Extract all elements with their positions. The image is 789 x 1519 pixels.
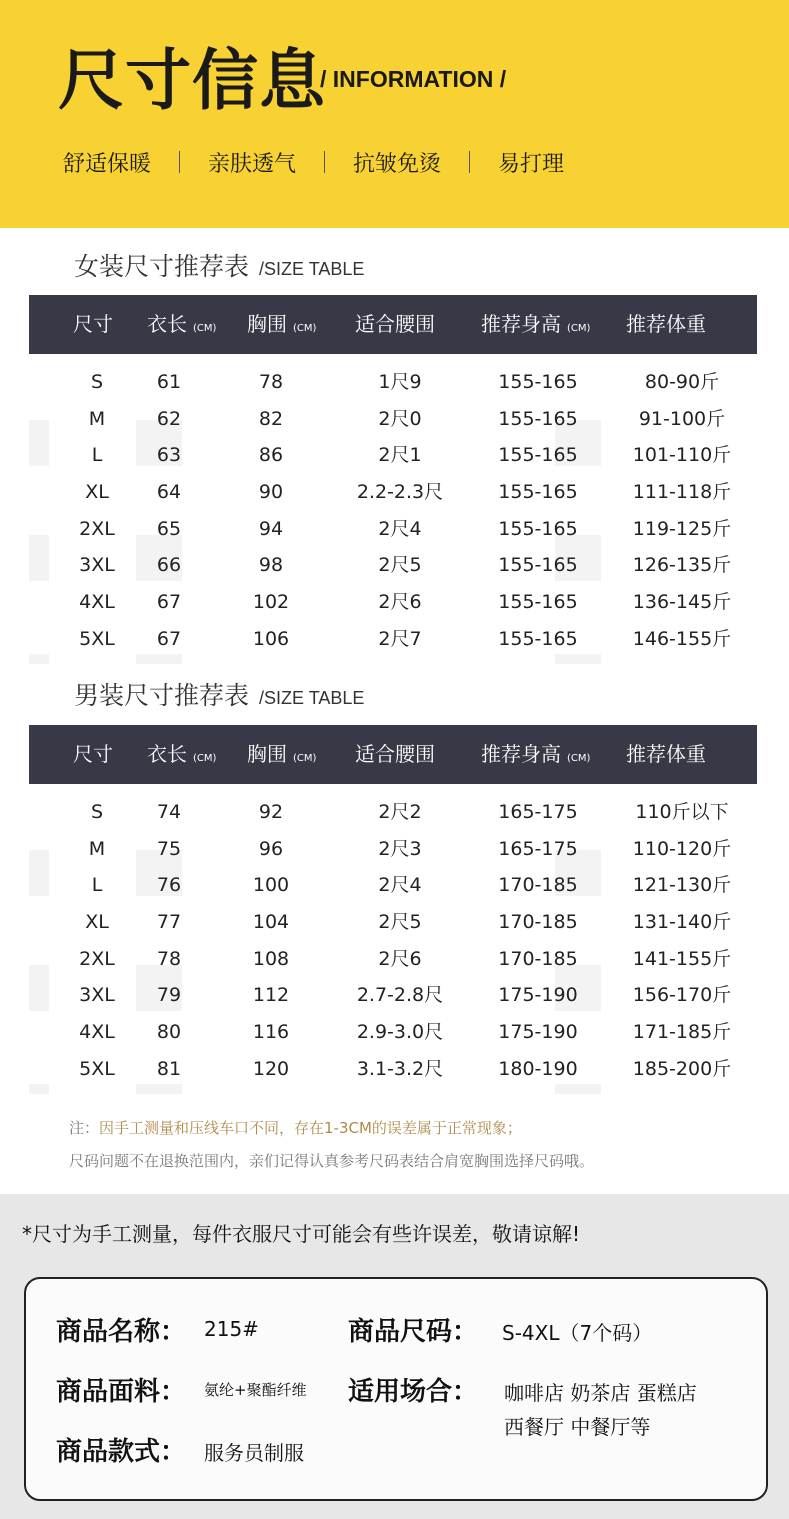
feature-item: 抗皱免烫: [353, 151, 442, 177]
table-cell: 2.9-3.0尺: [356, 1021, 444, 1043]
table-cell: M: [88, 408, 106, 430]
table-cell: 104: [252, 911, 290, 933]
men-header-label: 推荐身高: [481, 742, 561, 766]
table-row: [29, 474, 757, 511]
table-cell: 74: [156, 801, 182, 823]
women-header-cell: [481, 295, 590, 354]
table-cell: 62: [156, 408, 182, 430]
feature-item: 舒适保暖: [63, 151, 152, 177]
table-cell: 75: [156, 838, 182, 860]
table-cell: 141-155斤: [632, 948, 732, 970]
table-cell: 86: [258, 444, 284, 466]
product-occasion-value-2: 西餐厅 中餐厅等: [504, 1415, 651, 1439]
women-header-label: 尺寸: [73, 312, 113, 336]
table-cell: 100: [252, 874, 290, 896]
men-table-header: [29, 725, 757, 784]
table-cell: XL: [85, 481, 109, 503]
table-cell: 80-90斤: [644, 371, 720, 393]
table-cell: 5XL: [79, 628, 115, 650]
feature-item: 易打理: [498, 151, 565, 177]
table-row: [29, 1014, 757, 1051]
table-cell: S: [90, 801, 104, 823]
men-header-cell: [355, 725, 435, 784]
table-cell: 94: [258, 518, 284, 540]
table-cell: 170-185: [498, 911, 578, 933]
table-cell: 171-185斤: [632, 1021, 732, 1043]
note-text-1: 因手工测量和压线车口不同，存在1-3CM的误差属于正常现象；: [99, 1119, 522, 1137]
note-line-2: 尺码问题不在退换范围内，亲们记得认真参考尺码表结合肩宽胸围选择尺码哦。: [69, 1152, 595, 1170]
table-cell: 111-118斤: [632, 481, 732, 503]
product-fabric-label: 商品面料：: [56, 1377, 187, 1407]
table-cell: 155-165: [498, 481, 578, 503]
table-row: [29, 977, 757, 1014]
table-cell: 4XL: [79, 591, 115, 613]
men-header-cell: [73, 725, 113, 784]
women-header-unit: (CM): [293, 323, 317, 334]
table-cell: 2尺1: [378, 444, 422, 466]
table-row: [29, 904, 757, 941]
table-cell: 78: [258, 371, 284, 393]
feature-divider: [324, 151, 325, 173]
table-cell: 77: [156, 911, 182, 933]
note-line-1: [69, 1117, 522, 1138]
women-table-header: [29, 295, 757, 354]
table-cell: 155-165: [498, 371, 578, 393]
table-cell: XL: [85, 911, 109, 933]
table-cell: 116: [252, 1021, 290, 1043]
women-table-title-en: /SIZE TABLE: [259, 259, 365, 279]
table-row: [29, 364, 757, 401]
table-cell: 2XL: [79, 518, 115, 540]
table-cell: 5XL: [79, 1058, 115, 1080]
table-cell: 2尺5: [378, 911, 422, 933]
table-cell: 65: [156, 518, 182, 540]
product-name-label: 商品名称：: [56, 1317, 187, 1347]
men-table-body: [29, 794, 757, 1094]
men-header-cell: [247, 725, 316, 784]
men-header-cell: [626, 725, 706, 784]
women-header-cell: [626, 295, 706, 354]
table-cell: 67: [156, 628, 182, 650]
table-row: [29, 941, 757, 978]
men-header-cell: [147, 725, 216, 784]
product-style-label: 商品款式：: [56, 1437, 187, 1467]
table-cell: 101-110斤: [632, 444, 732, 466]
men-table-title-cn: 男装尺寸推荐表: [74, 681, 250, 710]
table-cell: 2尺0: [378, 408, 422, 430]
table-cell: S: [90, 371, 104, 393]
product-occasion-label: 适用场合：: [348, 1377, 479, 1407]
feature-list: [63, 145, 564, 179]
table-cell: 63: [156, 444, 182, 466]
table-cell: 64: [156, 481, 182, 503]
table-row: [29, 437, 757, 474]
men-header-label: 推荐体重: [626, 742, 706, 766]
men-header-unit: (CM): [193, 753, 217, 764]
table-cell: 136-145斤: [632, 591, 732, 613]
page-title: 尺寸信息: [58, 42, 326, 119]
table-cell: 2尺7: [378, 628, 422, 650]
table-cell: 2.7-2.8尺: [356, 984, 444, 1006]
women-header-label: 推荐身高: [481, 312, 561, 336]
table-cell: 2尺4: [378, 874, 422, 896]
table-cell: 4XL: [79, 1021, 115, 1043]
table-cell: 120: [252, 1058, 290, 1080]
table-row: [29, 621, 757, 658]
table-cell: 61: [156, 371, 182, 393]
product-size-value: S-4XL（7个码）: [502, 1321, 653, 1345]
feature-divider: [469, 151, 470, 173]
product-occasion-value-1: 咖啡店 奶茶店 蛋糕店: [504, 1381, 697, 1405]
table-cell: 79: [156, 984, 182, 1006]
product-fabric-value: 氨纶+聚酯纤维: [204, 1381, 307, 1399]
table-cell: 175-190: [498, 1021, 578, 1043]
table-cell: L: [91, 874, 103, 896]
table-cell: 155-165: [498, 518, 578, 540]
product-style-value: 服务员制服: [204, 1441, 304, 1465]
women-header-label: 适合腰围: [355, 312, 435, 336]
men-header-label: 尺寸: [73, 742, 113, 766]
table-row: [29, 867, 757, 904]
men-header-label: 衣长: [147, 742, 187, 766]
table-cell: 1尺9: [378, 371, 422, 393]
table-row: [29, 794, 757, 831]
women-header-unit: (CM): [567, 323, 591, 334]
product-name-value: 215#: [204, 1317, 259, 1341]
table-cell: 155-165: [498, 554, 578, 576]
table-row: [29, 511, 757, 548]
men-header-label: 适合腰围: [355, 742, 435, 766]
table-cell: 92: [258, 801, 284, 823]
table-row: [29, 547, 757, 584]
table-cell: 78: [156, 948, 182, 970]
table-cell: 96: [258, 838, 284, 860]
table-cell: 155-165: [498, 591, 578, 613]
men-header-unit: (CM): [567, 753, 591, 764]
table-cell: 146-155斤: [632, 628, 732, 650]
table-cell: 2XL: [79, 948, 115, 970]
table-cell: 67: [156, 591, 182, 613]
women-table-title-cn: 女装尺寸推荐表: [74, 252, 250, 281]
table-cell: 98: [258, 554, 284, 576]
table-row: [29, 1051, 757, 1088]
table-cell: 2尺6: [378, 948, 422, 970]
product-size-label: 商品尺码：: [348, 1317, 479, 1347]
table-cell: 90: [258, 481, 284, 503]
table-cell: 156-170斤: [632, 984, 732, 1006]
women-header-cell: [73, 295, 113, 354]
table-cell: 112: [252, 984, 290, 1006]
table-cell: 81: [156, 1058, 182, 1080]
table-cell: 76: [156, 874, 182, 896]
note-prefix: 注：: [69, 1119, 100, 1137]
women-table-title: [74, 247, 364, 283]
table-cell: 2尺6: [378, 591, 422, 613]
men-header-unit: (CM): [293, 753, 317, 764]
feature-item: 亲肤透气: [208, 151, 297, 177]
table-cell: 80: [156, 1021, 182, 1043]
table-row: [29, 401, 757, 438]
header-banner: [0, 0, 789, 228]
table-cell: 2尺4: [378, 518, 422, 540]
feature-divider: [179, 151, 180, 173]
men-table-title-en: /SIZE TABLE: [259, 688, 365, 708]
men-table-title: [74, 676, 364, 712]
table-cell: 2尺2: [378, 801, 422, 823]
table-cell: 106: [252, 628, 290, 650]
table-cell: 3.1-3.2尺: [356, 1058, 444, 1080]
table-cell: 131-140斤: [632, 911, 732, 933]
men-header-label: 胸围: [247, 742, 287, 766]
table-cell: 66: [156, 554, 182, 576]
table-cell: 119-125斤: [632, 518, 732, 540]
page-subtitle: / INFORMATION /: [320, 66, 507, 92]
table-cell: 2尺5: [378, 554, 422, 576]
table-cell: 3XL: [79, 554, 115, 576]
table-cell: 185-200斤: [632, 1058, 732, 1080]
women-header-label: 推荐体重: [626, 312, 706, 336]
men-header-cell: [481, 725, 590, 784]
table-cell: 175-190: [498, 984, 578, 1006]
women-header-unit: (CM): [193, 323, 217, 334]
table-cell: 121-130斤: [632, 874, 732, 896]
table-cell: 82: [258, 408, 284, 430]
table-cell: 165-175: [498, 801, 578, 823]
table-row: [29, 584, 757, 621]
table-cell: 91-100斤: [638, 408, 726, 430]
table-cell: 155-165: [498, 628, 578, 650]
disclaimer-text: *尺寸为手工测量，每件衣服尺寸可能会有些许误差，敬请谅解!: [22, 1222, 581, 1246]
table-cell: 170-185: [498, 874, 578, 896]
table-cell: 110斤以下: [635, 801, 729, 823]
women-header-cell: [247, 295, 316, 354]
women-header-cell: [355, 295, 435, 354]
women-table-body: [29, 364, 757, 664]
table-cell: 102: [252, 591, 290, 613]
table-cell: 2尺3: [378, 838, 422, 860]
table-cell: M: [88, 838, 106, 860]
table-cell: L: [91, 444, 103, 466]
table-cell: 180-190: [498, 1058, 578, 1080]
table-cell: 170-185: [498, 948, 578, 970]
table-cell: 126-135斤: [632, 554, 732, 576]
table-row: [29, 831, 757, 868]
table-cell: 165-175: [498, 838, 578, 860]
table-cell: 155-165: [498, 444, 578, 466]
table-cell: 3XL: [79, 984, 115, 1006]
product-info-card: [24, 1277, 768, 1501]
women-header-label: 胸围: [247, 312, 287, 336]
table-cell: 155-165: [498, 408, 578, 430]
women-header-cell: [147, 295, 216, 354]
table-cell: 110-120斤: [632, 838, 732, 860]
table-cell: 2.2-2.3尺: [356, 481, 444, 503]
women-header-label: 衣长: [147, 312, 187, 336]
table-cell: 108: [252, 948, 290, 970]
